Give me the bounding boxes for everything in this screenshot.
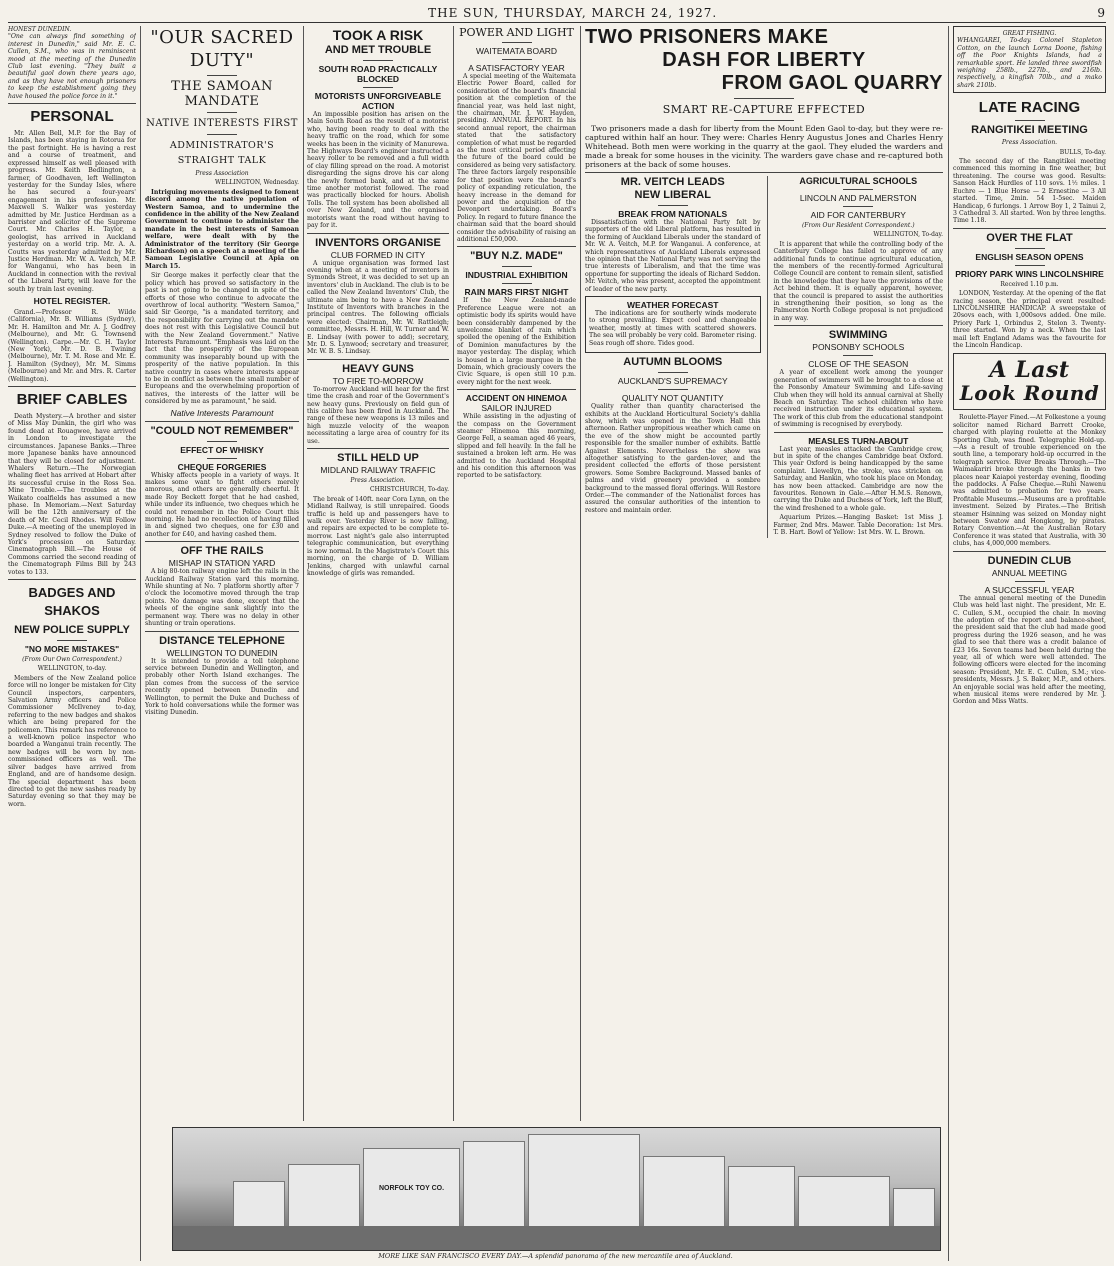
headline-agricultural-schools: AGRICULTURAL SCHOOLS (799, 176, 918, 186)
subheading: MISHAP IN STATION YARD (168, 558, 276, 569)
last-look-round-box (953, 353, 1106, 410)
quote-block: "One can always find something of interest in Dunedin," said Mr. E. C. Cullen, S.M., who was in reminiscent mood at the meeting of the Dunedin Club last evening. "They built a beautiful gaol down there years ago, and as they have not enough prisoners to keep the establishment going they have housed the police force in it." (8, 33, 136, 100)
subheading: INDUSTRIAL EXHIBITION (465, 270, 568, 281)
headline-rangitikei-meeting: RANGITIKEI MEETING (971, 124, 1088, 137)
column-rule (580, 26, 581, 1121)
article-text: Death Mystery.—A brother and sister of Miss May Dunkin, the girl who was found dead at Rouagwee, have arrived in London to investigate the circumstances. Japanese Banks.—Three more Japanese banks have announced that they will be closed for adjustment. Whalers Return.—The Norwegian whaling fleet has arrived at Hobart after its successful cruise in the Ross Sea. Mine Trouble.—The troubles at the Waikato coalfields has assumed a new phase. In Memoriam.—Next Saturday will be the 12th anniversary of the death of Mr. Cecil Rhodes. Will Follow Duke.—A meeting of the unemployed in Sydney resolved to follow the Duke of York's procession on Saturday. Cinematograph Bill.—The House of Commons carried the second reading of the Cinematograph Films Bill by 243 votes to 133. (8, 413, 136, 576)
weather-heading: WEATHER FORECAST (627, 300, 719, 311)
article-text: If the New Zealand-made Preference League were not an optimistic body its spirits would have been considerably dampened by the unwelcome blanket of rain which spoiled the opening of the Exhibition of Dominion manufactures by the mayor yesterday. The display, which is housed in a large marquee in the Domain, which graciously covers the Civic Square, is open still 10 p.m. every night for the next week. (457, 297, 576, 386)
subheading: BREAK FROM NATIONALS (618, 209, 728, 219)
article-text: It is intended to provide a toll telephone service between Dunedin and Wellington, and probably other North Island exchanges. The plan comes from the success of the service recently opened between Dunedin and Wellington, to permit the Duke and Duchess of York to hold conversations while the former was visiting Dunedin. (145, 657, 299, 717)
headline-autumn-blooms: AUTUMN BLOOMS (623, 356, 723, 369)
received-time: Received 1.10 p.m. (1000, 280, 1059, 288)
headline-over-the-flat: OVER THE FLAT (986, 231, 1073, 244)
column-5 (585, 26, 943, 1121)
byline: Press Association. (350, 477, 406, 485)
article-text: Members of the New Zealand police force will no longer be mistaken for City Council inspectors, carpenters, Salvation Army officers and Police Commissioner McIlveney to-day, referring to the new badges and shakos which are being prepared for the policemen. This remark has reference to a well-known police inspector who boarded a Wanganui train recently. The new badges will be worn by non-commissioned officers as well. The silver badges have arrived from England, and are of handsome design. The special department has been directed to get the new sashes ready by Saturday evening so that they may be worn. (8, 674, 136, 808)
subheading: WAITEMATA BOARD (475, 46, 558, 56)
subheading: A SUCCESSFUL YEAR (984, 584, 1075, 595)
headline-gaol-quarry: FROM GAOL QUARRY (721, 72, 943, 94)
headline-could-not-remember: "COULD NOT REMEMBER" (150, 424, 294, 437)
subheading: ENGLISH SEASON OPENS (975, 251, 1084, 262)
photo-caption: MORE LIKE SAN FRANCISCO EVERY DAY.—A splendid panorama of the new mercantile area of Auckland. (378, 1252, 733, 1260)
subheading: PONSONBY SCHOOLS (812, 342, 905, 353)
headline-dunedin-club: DUNEDIN CLUB (987, 554, 1072, 567)
article-text: Grand.—Professor R. Wilde (California), Mr. B. Williams (Sydney), Mr. H. Hamilton and Mr. A. J. Godfrey (Melbourne), and Mr. G. Townsend (Wellington). Carpe.—Mr. C. H. Taylor (New York), Mr. D. B. Twining (Melbourne), Mr. T. M. Rose and Mr. E. J. Hamilton (Sydney), Mr. M. Simms (Melbourne) and Mr. and Mrs. R. Carter (Wellington). (8, 309, 136, 383)
article-text: Last year, measles attacked the Cambridge crew, but in spite of the changes Cambridge beat Oxford. This year Oxford is being handicapped by the same complaint. Llewellyn, the stroke, was stricken on Saturday, and Hankin, who took his place on Monday, has now been attacked. Cambridge are now the favourites. Renown in Gale.—After H.M.S. Renown, carrying the Duke and Duchess of York, left the Bluff, the wind freshened to a whole gale. (773, 445, 943, 512)
subheading: RAIN MARS FIRST NIGHT (464, 287, 569, 298)
article-text: An impossible position has arisen on the Main South Road as the result of a motorist who, having been ready to deal with the heavy traffic on the road, which for some weeks has been in the vicinity of Manurewa. The Highways Board's engineer instructed a heavy roller to be removed and a full width of clay filling spread on the road. A motorist disregarding the signs drove his car along the newly formed bank, and at the same time another motorist followed. The road was practically blocked for hours. Abolish Tolls. The toll system has been abolished all over New Zealand, and the organised motorists want the road without having to pay for it. (307, 111, 449, 230)
hotel-register-heading: HOTEL REGISTER. (33, 296, 111, 306)
article-text: A unique organisation was formed last evening when at a meeting of inventors in Symonds Street, it was decided to set up an inventors' club in Auckland. The club is to be called the New Zealand Inventors' Club, the ultimate aim being to have a New Zealand Institute of Inventors with branches in the principal centres. The following officials were elected: Chairman, Mr. W. Rattleigh; committee, Messrs. H. Hill, W. Turner and W. E. Lindsay (with power to add); secretary, Mr. D. S. Lynwood; secretary and treasurer, Mr. W. B. S. Lindsay. (307, 259, 449, 356)
subheading: SAILOR INJURED (481, 403, 552, 414)
headline-inventors-organise: INVENTORS ORGANISE (315, 236, 441, 249)
subheading: WELLINGTON TO DUNEDIN (166, 647, 278, 658)
subheading: MOTORISTS UNFORGIVEABLE ACTION (314, 91, 442, 111)
page-number: 9 (1097, 6, 1106, 20)
section-heading-personal: PERSONAL (30, 108, 114, 126)
subheading: AUCKLAND'S SUPREMACY (617, 376, 728, 387)
subheading: ANNUAL MEETING (991, 567, 1068, 578)
fishing-box (953, 26, 1106, 93)
dateline: CHRISTCHURCH, To-day. (370, 486, 449, 494)
byline: (From Our Resident Correspondent.) (801, 222, 915, 229)
headline-power-and-light: POWER AND LIGHT (459, 26, 574, 39)
article-text: The second day of the Rangitikei meeting commenced this morning in fine weather, but threatening. The course was good. Results: Sanson Hack Hurdles of 110 sovs. 1½ miles. 1 Euchre — 1 Blue Horse — 2 Ernestine — 3 All started. Time, 2min. 54 1-5sec. Maiden Handicap, 6 furlongs. 1 Arrow Boy 1, 2 Tainui 2, 3 Cathedral 3. All started. Won by three lengths. Time 1.18. (953, 158, 1106, 225)
headline-took-a-risk: TOOK A RISK (332, 27, 424, 43)
panorama-photo (172, 1127, 941, 1251)
column-rule (303, 26, 304, 1121)
kicker: HONEST DUNEDIN. (8, 26, 72, 33)
subheading: TO FIRE TO-MORROW (332, 375, 424, 386)
article-text: Whisky affects people in a variety of ways. It makes some want to fight others merely amorous, and others are generally cheerful. It made Roy Beckett forget that he had cashed, while under its influence, two cheques which he could not remember in the Police Court this morning. He had no recollection of having filled in and signed two cheques, one for £30 and another for £40, and having cashed them. (145, 471, 299, 538)
headline-new-liberal: NEW LIBERAL (634, 189, 711, 201)
byline: Press Association (195, 170, 249, 177)
column-2 (145, 26, 299, 1121)
building-sign-text: NORFOLK TOY CO. (378, 1184, 445, 1192)
article-text: Aquarium Prizes.—Hanging Basket: 1st Miss J. Farmer, 2nd Mrs. Mawer. Table Decoration: 1st Mrs. T. B. Hart. Bowl of Yellow: 1st Mrs. W. L. Brown. (773, 514, 943, 536)
column-rule (140, 26, 141, 1261)
headline-badges-shakos: BADGES AND SHAKOS (28, 585, 116, 618)
headline-swimming: SWIMMING (828, 329, 888, 342)
subheading: CHEQUE FORGERIES (177, 461, 267, 472)
dateline: WELLINGTON, To-day. (873, 231, 943, 239)
headline-heavy-guns: HEAVY GUNS (342, 362, 414, 375)
quote-block: WHANGAREI, To-day. Colonel Stapleton Cotton, on the launch Lorna Doone, fishing off the Poor Knights Islands, had a remarkable sport. He landed three swordfish weighing 258lb., 227lb., and 216lb. respectively, a kingfish 70lb., and a mako shark 210lb. (957, 37, 1102, 89)
article-text: The annual general meeting of the Dunedin Club was held last night. The president, Mr. E. C. Cullen, S.M., occupied the chair. In moving the adoption of the report and balance-sheet, the president said that the club had made good progress during the 1926 season, and he was glad to see that there was a credit balance of £23 16s. Seven teams had been held during the year, all of which were well attended. The following officers were elected for the incoming season: President, Mr. E. C. Cullen, S.M.; vice-presidents, Messrs. J. S. Baker, M.P., and others. An enjoyable social was held after the meeting, when musical items were rendered by Mr. J. Gordon and Miss Watts. (953, 594, 1106, 706)
article-lead: Two prisoners made a dash for liberty from the Mount Eden Gaol to-day, but they were re-captured within half an hour. They were: Charles Henry Augustus Jones and Charles Henry Whitehead. Both men were working in the quarry at the gaol. They eluded the warders and made a break for some houses in the vicinity. The warders gave chase and re-captured both prisoners at the back of some houses. (585, 124, 943, 169)
column-5a (585, 176, 761, 538)
column-3 (307, 26, 449, 1121)
article-text: Sir George makes it perfectly clear that the policy which has proved so satisfactory in the past is not going to be changed in spite of the efforts of those who continue to advocate the overthrow of local authority. "Western Samoa," said Sir George, "is a mandated territory, and the responsibility for carrying out the mandate does not rest with this Legislative Council but with the New Zealand Government." Native Interests Paramount. "Emphasis was laid on the fact that the prosperity of the European community was inseparably bound up with the prosperity of the native population. In this native country in cases where interests appear to be in conflict as between the small number of Europeans and the overwhelming proportion of natives, the interests of the latter will be considered by me as paramount," he said. (145, 272, 299, 406)
subheading: A SATISFACTORY YEAR (468, 63, 565, 73)
water (173, 1226, 940, 1250)
subheading: ADMINISTRATOR'S STRAIGHT TALK (169, 140, 275, 166)
subheading: AID FOR CANTERBURY (810, 210, 906, 220)
headline-buy-nz-made: "BUY N.Z. MADE" (470, 250, 563, 263)
headline-distance-telephone: DISTANCE TELEPHONE (159, 634, 285, 647)
headline-our-sacred-duty: "OUR SACRED DUTY" (150, 27, 294, 71)
headline-measles: MEASLES TURN-ABOUT (808, 435, 909, 446)
column-7 (953, 26, 1106, 1261)
column-4 (457, 26, 576, 1121)
subheading: LINCOLN AND PALMERSTON (799, 193, 917, 203)
subheading: CLOSE OF THE SEASON (808, 359, 909, 370)
section-heading-brief-cables: BRIEF CABLES (16, 391, 128, 409)
article-text: Quality rather than quantity characterised the exhibits at the Auckland Horticultural Society's dahlia show, which was opened in the Town Hall this afternoon. Rather unpropitious weather which came on the eve of the show might be accounted partly responsible for the smaller number of exhibits. Battle Against Elements. Nevertheless the show was altogether satisfying to the garden-lover, and the president collected the efforts of those persistent growers. Some Sombre Background. Massed banks of palms and vivid greenery provided a sombre background to the massed floral offerings. Will Restore Order.—The commander of the Nationalist forces has assured the consular authorities of the intention to restore and maintain order. (585, 403, 761, 514)
article-text: Dissatisfaction with the National Party felt by supporters of the old Liberal platform, has resulted in the forming of Auckland Liberals under the standard of Mr. W. A. Veitch, M.P. for Wanganui. A conference, at which representatives of Auckland Liberals expressed the opinion that the National Party was not serving the true interests of Liberalism, and that the time was opportune for supporting the ideals of Richard Seddon. Mr. Veitch, who was present, accepted the appointment of leader of the new party. (585, 219, 761, 293)
article-text: A year of excellent work among the younger generation of swimmers will be brought to a close at the Ponsonby Amateur Swimming and Life-saving Club when they will hold its annual carnival at Shelly Beach on Saturday. The school children who have received instruction under its educational system. The work of this club from the educational standpoint of swimming is recognised by everybody. (773, 369, 943, 429)
article-text: It is apparent that while the controlling body of the Canterbury College has failed to approve of any additional funds to continue agricultural education, the members of the recently-formed Agricultural College Council are content to remain silent, satisfied in the knowledge that they have the provisions of the Act behind them. It is equally apparent, however, that the council is prepared to assist the authorities in strengthening their position, so long as the Palmerston North College proposal is not prejudiced in any way. (773, 240, 943, 322)
headline-look-round: Look Round (959, 381, 1100, 406)
headline-accident-on-hinemoa: ACCIDENT ON HINEMOA (465, 393, 568, 404)
newspaper-title-date: THE SUN, THURSDAY, MARCH 24, 1927. (428, 6, 718, 20)
dateline: WELLINGTON, Wednesday. (214, 179, 299, 187)
column-5b (774, 176, 944, 538)
weather-text: The indications are for southerly winds moderate to strong prevailing. Expect cool and changeable weather, mostly at times with scattered showers. The sea will probably be very cold. Barometer rising. Seas rough off shore. Tides good. (589, 310, 757, 347)
weather-box (585, 296, 761, 353)
article-text: While assisting in the adjusting of the compass on the Government steamer Hinemoa this morning, George Fell, a seaman aged 46 years, slipped and fell heavily. In the fall he sustained a broken left arm. He was admitted to the Auckland Hospital and his condition this afternoon was reported to be satisfactory. (457, 413, 576, 480)
article-text: Roulette-Player Fined.—At Folkestone a young solicitor named Richard Barrett Crooke, charged with playing roulette at the Monkey Sporting Club, was fined. Telegraphic Hold-up.—As a result of trouble experienced on the south line, a temporary hold-up occurred in the telegraph service. River Breaks Through.—The Waimakariri broke through the banks in two places near Kaiapoi yesterday evening, flooding the paddocks. A False Cheque.—Ruhi Nawenu was admitted to probation for two years. Profitable Museums.—Museums are a profitable investment. Seized by Pirates.—The British steamer Hsinning was seized on Monday night between Swatow and Hongkong, by pirates. Rotary Convention.—At the Australian Rotary Conference it was stated that Australia, with 30 clubs, has 4,000,000 members. (953, 414, 1106, 548)
headline-late-racing: LATE RACING (978, 99, 1081, 117)
column-rule (453, 26, 454, 1121)
subheading: EFFECT OF WHISKY (180, 444, 264, 455)
subheading: THE SAMOAN MANDATE (171, 79, 273, 109)
crosshead: Native Interests Paramount (170, 407, 274, 418)
headline-off-the-rails: OFF THE RAILS (180, 545, 264, 558)
subheading: MIDLAND RAILWAY TRAFFIC (320, 465, 436, 476)
headline-dash-for-liberty: DASH FOR LIBERTY (662, 49, 866, 71)
headline-a-last: A Last (989, 357, 1070, 384)
subheading: PRIORY PARK WINS LINCOLNSHIRE (955, 268, 1104, 279)
subheading: "NO MORE MISTAKES" (24, 644, 120, 654)
masthead (8, 4, 1106, 23)
subheading: QUALITY NOT QUANTITY (621, 393, 724, 404)
headline-two-prisoners: TWO PRISONERS MAKE (585, 26, 829, 48)
headline-mr-veitch: MR. VEITCH LEADS (620, 176, 725, 188)
article-text: LONDON, Yesterday. At the opening of the flat racing season, the principal event resulted: LINCOLNSHIRE HANDICAP. A sweepstake of 20sovs each, with 1,000sovs added. One mile. Priory Park 1, Orbindus 2, Stelon 3. Twenty-three started. Won by a neck. When the last mail left England Adams was the favourite for the Lincoln Handicap. (953, 290, 1106, 349)
byline: Press Association. (1001, 139, 1058, 147)
kicker: GREAT FISHING. (1002, 30, 1057, 37)
article-text: To-morrow Auckland will hear for the first time the crash and roar of the Government's new heavy guns. Previously on field gun of this calibre has been fired in Auckland. The range of these new weapons is 13 miles and high muzzle velocity of the weapon necessitating a large area of country for its use. (307, 385, 449, 445)
subheading: NATIVE INTERESTS FIRST (146, 118, 298, 129)
subheading: SMART RE-CAPTURE EFFECTED (662, 103, 866, 116)
article-lead: Intriguing movements designed to foment discord among the native population of Western Samoa, and to undermine the confidence in the ability of the New Zealand Government to continue to administer the mandate in the best interests of Samoan welfare, were dealt with by the Administrator of the territory (Sir George Richardson) on a speech at a meeting of the Samoan Legislative Council at Apia on March 15. (145, 188, 299, 270)
article-text: A big 80-ton railway engine left the rails in the Auckland Railway Station yard this morning. While shunting at No. 7 platform shortly after 7 o'clock the locomotive moved through the trap points. No damage was done, except that the wheels of the engine sank slightly into the permanent way. There was no delay in other shunting or train operations. (145, 568, 299, 628)
subheading: NEW POLICE SUPPLY (14, 624, 130, 636)
byline: (From Our Own Correspondent.) (22, 656, 122, 663)
column-1 (8, 26, 136, 1261)
dateline: BULLS, To-day. (1059, 148, 1106, 156)
subheading: AND MET TROUBLE (324, 44, 432, 56)
building-sign (363, 1148, 460, 1228)
article-text: A special meeting of the Waitemata Electric Power Board, called for consideration of the board's financial position at the completion of the financial year, was held last night, the chairman, Mr. J. W. Hayden, presiding. ANNUAL REPORT. In his second annual report, the chairman stated that the satisfactory completion of what must be regarded as the most critical period affecting the future of the board could be considered as being very satisfactory. The three factors largely responsible for that position were the board's policy of expanding reticulation, the heavy increase in the demand for power and the acquisition of the Devonport undertaking. Board's Policy. In regard to future finance the chairman said that the board should consider the advisability of raising an additional £50,000. (457, 73, 576, 243)
article-text: The break of 140ft. near Cora Lynn, on the Midland Railway, is still unrepaired. Goods traffic is held up and passengers have to walk over. Yesterday River is now falling, and repairs are expected to be complete to-morrow. Last night's gale also interrupted telegraphic communication, but everything is now normal. In the Magistrate's Court this morning, on the charge of D. William Jenkins, charged with unlawful carnal knowledge of girls was remanded. (307, 495, 449, 577)
subheading: SOUTH ROAD PRACTICALLY BLOCKED (318, 64, 438, 84)
column-rule (948, 26, 949, 1261)
headline-still-held-up: STILL HELD UP (337, 452, 419, 465)
dateline: WELLINGTON, to-day. (37, 665, 107, 673)
subheading: CLUB FORMED IN CITY (330, 249, 426, 260)
article-text: Mr. Allen Bell, M.P. for the Bay of Islands, has been staying in Rotorua for the past fortnight. He is having a rest and a course of treatment, and expressed himself as well pleased with progress. Mr. Keith Bedlington, a farmer, of Goodhaven, left Wellington yesterday for the Sunday Isles, where he has secured a four-years' engagement in his profession. Mr. Maxwell S. Walker was yesterday admitted by Mr. Justice Herdman as a barrister and solicitor of the Supreme Court. Mr. Charles H. Taylor, a geologist, has arrived in Auckland yesterday on a world trip. Mr. A. A. Coutts was yesterday admitted by Mr. Justice Herdman. Mr. W. A. Veitch, M.P. for Wanganui, who has been in Auckland in connection with the revival of the Liberal Party, will leave for the south by train last evening. (8, 130, 136, 293)
